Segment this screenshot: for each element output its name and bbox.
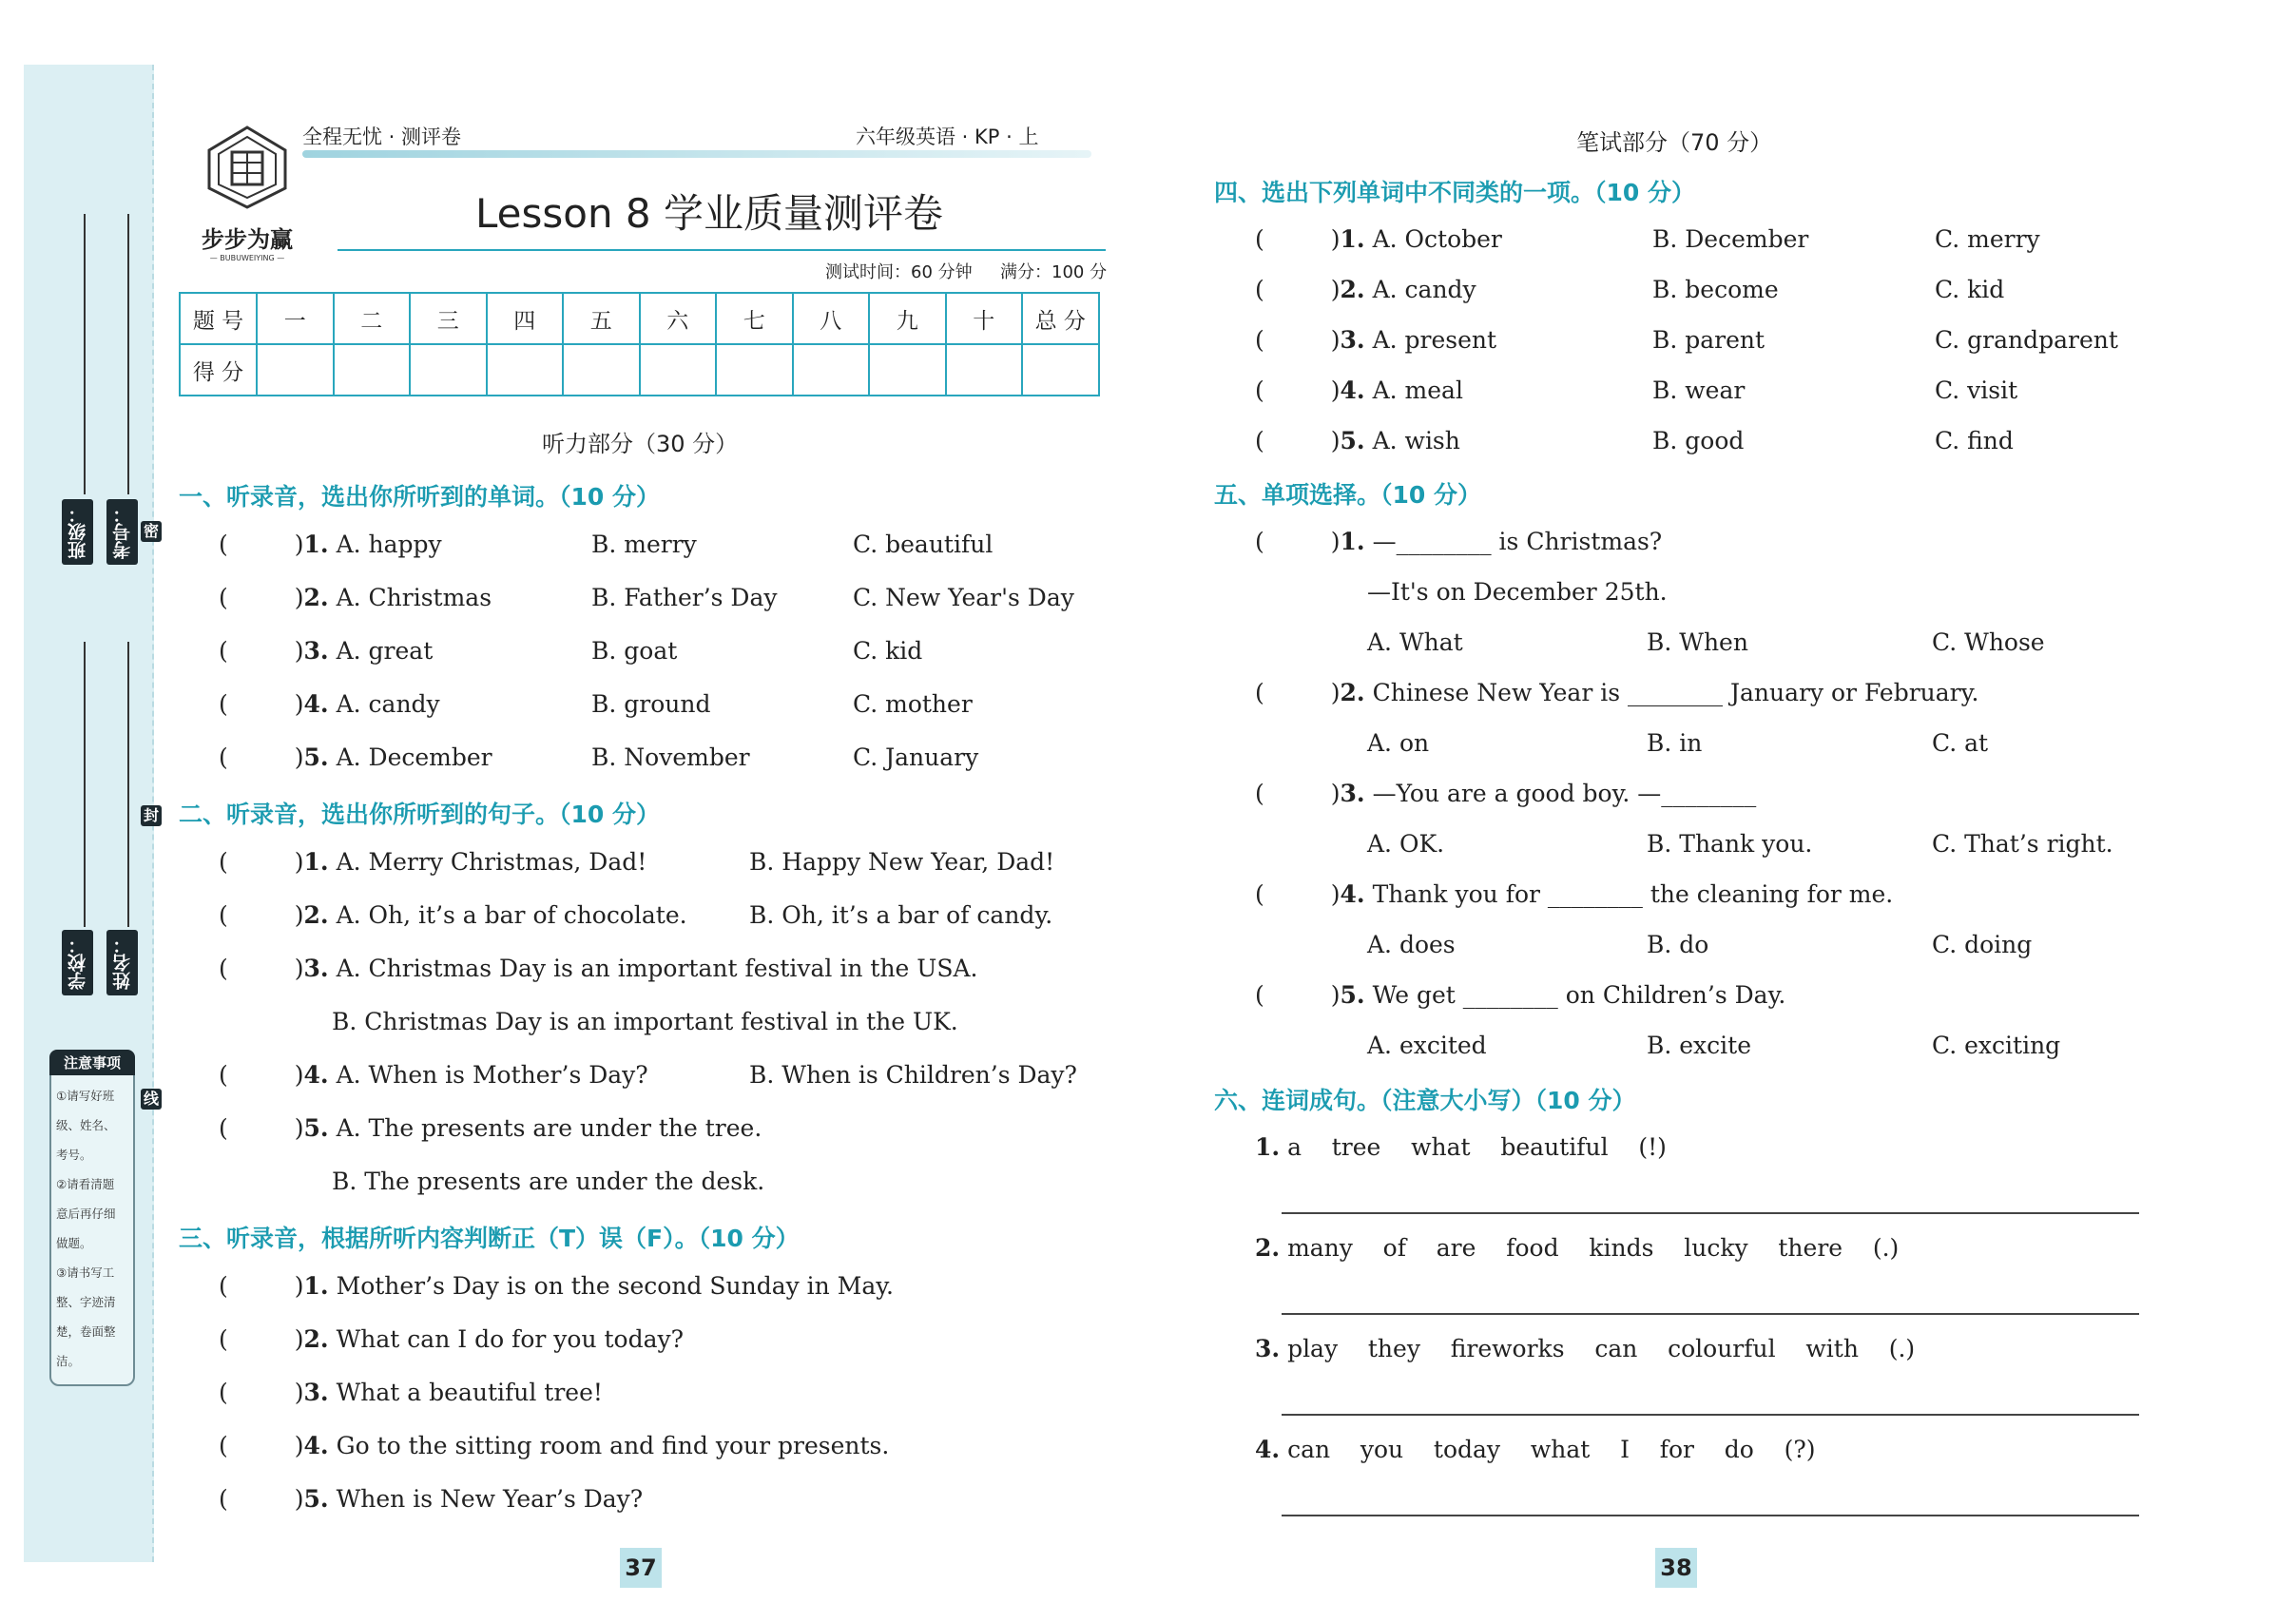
option-c: C. find: [1935, 427, 2014, 454]
section-5-item-1: ( )1. —________ is Christmas?: [1255, 528, 1663, 555]
seal-char-mi: 密: [141, 521, 162, 542]
score-table-score-row: [180, 344, 1099, 396]
note-line: ③请书写工: [56, 1265, 115, 1280]
class-label: 班级：: [62, 499, 93, 565]
score-col: 九: [869, 293, 946, 344]
section-4-item-1: ( )1. A. October: [1255, 225, 1502, 253]
section-6-title: 六、连词成句。（注意大小写）（10 分）: [1214, 1087, 1636, 1114]
school-line: [84, 642, 86, 927]
option-b: B. Christmas Day is an important festival in the UK.: [332, 1008, 958, 1035]
score-col: 三: [410, 293, 487, 344]
option-b: B. good: [1652, 427, 1745, 454]
option-b: B. parent: [1652, 326, 1765, 354]
page-number-right: 38: [1655, 1548, 1697, 1588]
option-b: B. in: [1647, 729, 1703, 757]
name-line: [127, 642, 129, 927]
section-4-item-3: ( )3. A. present: [1255, 326, 1497, 354]
section-2-item-2: ( )2. A. Oh, it’s a bar of chocolate.: [219, 901, 687, 929]
section-3-item-5: ( )5. When is New Year’s Day?: [219, 1485, 644, 1513]
option-c: C. visit: [1935, 377, 2018, 404]
section-2-item-4: ( )4. A. When is Mother’s Day?: [219, 1061, 648, 1089]
score-row-label: 得 分: [180, 344, 257, 396]
exam-no-label: 考号：: [106, 499, 138, 565]
section-3-item-2: ( )2. What can I do for you today?: [219, 1325, 685, 1353]
option-a: A. OK.: [1367, 830, 1445, 858]
score-col: 总 分: [1022, 293, 1099, 344]
score-cell[interactable]: [869, 344, 946, 396]
series-label: 全程无忧 · 测评卷: [302, 126, 462, 148]
writing-title: 笔试部分（70 分）: [1576, 129, 1773, 156]
option-c: C. kid: [853, 637, 923, 665]
score-col: 一: [257, 293, 334, 344]
school-label: 学校：: [62, 930, 93, 995]
option-a: A. excited: [1367, 1032, 1487, 1059]
option-a: A. What: [1367, 628, 1463, 656]
logo-subtext: — BUBUWEIYING —: [209, 254, 285, 262]
section-4-item-4: ( )4. A. meal: [1255, 377, 1463, 404]
option-a: A. on: [1367, 729, 1430, 757]
answer-line[interactable]: [1282, 1515, 2139, 1516]
option-b: B. When is Children’s Day?: [749, 1061, 1077, 1089]
section-6-item-4: 4. can you today what I for do (?): [1255, 1436, 1816, 1463]
note-line: 整、字迹清: [56, 1295, 116, 1309]
section-3-title: 三、听录音，根据所听内容判断正（T）误（F）。（10 分）: [179, 1225, 800, 1252]
section-2-item-5: ( )5. A. The presents are under the tree.: [219, 1114, 762, 1142]
section-5-title: 五、单项选择。（10 分）: [1214, 481, 1481, 509]
notes-title: 注意事项: [49, 1050, 135, 1075]
score-cell[interactable]: [334, 344, 411, 396]
option-b: B. Father’s Day: [591, 584, 778, 611]
logo-text: 步步为赢: [202, 226, 293, 253]
section-1-item-3: ( )3. A. great: [219, 637, 434, 665]
option-b: B. merry: [591, 531, 697, 558]
section-5-item-5: ( )5. We get ________ on Children’s Day.: [1255, 981, 1786, 1009]
score-table-header-row: [180, 293, 1099, 344]
option-b: B. excite: [1647, 1032, 1751, 1059]
section-6-item-2: 2. many of are food kinds lucky there (.): [1255, 1234, 1900, 1262]
section-6-item-3: 3. play they fireworks can colourful with (.): [1255, 1335, 1916, 1362]
answer-line[interactable]: [1282, 1414, 2139, 1416]
score-cell[interactable]: [793, 344, 870, 396]
name-label: 姓名：: [106, 930, 138, 995]
note-line: 洁。: [56, 1354, 81, 1368]
header-bar: [302, 150, 1091, 158]
section-1-item-2: ( )2. A. Christmas: [219, 584, 492, 611]
seal-char-feng: 封: [141, 805, 162, 826]
notes-box: [49, 1050, 135, 1386]
section-2-title: 二、听录音，选出你所听到的句子。（10 分）: [179, 801, 660, 828]
score-col: 八: [793, 293, 870, 344]
option-c: C. kid: [1935, 276, 2005, 303]
section-3-item-1: ( )1. Mother’s Day is on the second Sunday in May.: [219, 1272, 894, 1300]
section-6-item-1: 1. a tree what beautiful (!): [1255, 1133, 1667, 1161]
score-info: 满分：100 分: [1000, 262, 1108, 282]
option-c: C. mother: [853, 690, 973, 718]
answer-line[interactable]: [1282, 1313, 2139, 1315]
answer-line[interactable]: [1282, 1212, 2139, 1214]
note-line: 级、姓名、: [56, 1118, 116, 1132]
section-2-item-3: ( )3. A. Christmas Day is an important festival in the USA.: [219, 955, 978, 982]
option-c: C. New Year's Day: [853, 584, 1074, 611]
option-c: C. Whose: [1932, 628, 2045, 656]
section-1-title: 一、听录音，选出你所听到的单词。（10 分）: [179, 483, 660, 511]
section-5-item-4: ( )4. Thank you for ________ the cleaning for me.: [1255, 880, 1894, 908]
dialogue-response: —It's on December 25th.: [1367, 578, 1668, 606]
title-underline: [338, 249, 1106, 251]
option-b: B. become: [1652, 276, 1779, 303]
score-cell[interactable]: [1022, 344, 1099, 396]
score-cell[interactable]: [716, 344, 793, 396]
option-b: B. Oh, it’s a bar of candy.: [749, 901, 1053, 929]
class-line: [84, 214, 86, 494]
note-line: ①请写好班: [56, 1089, 115, 1103]
option-b: B. ground: [591, 690, 711, 718]
option-b: B. The presents are under the desk.: [332, 1168, 765, 1195]
score-cell[interactable]: [257, 344, 334, 396]
section-5-item-3: ( )3. —You are a good boy. —________: [1255, 780, 1757, 807]
option-c: C. beautiful: [853, 531, 994, 558]
section-4-item-2: ( )2. A. candy: [1255, 276, 1476, 303]
section-3-item-4: ( )4. Go to the sitting room and find your presents.: [219, 1432, 890, 1459]
score-col: 六: [640, 293, 717, 344]
option-b: B. do: [1647, 931, 1709, 958]
logo-emblem-icon: [190, 124, 304, 209]
note-line: 楚，卷面整: [56, 1324, 116, 1339]
section-3-item-3: ( )3. What a beautiful tree!: [219, 1379, 603, 1406]
score-cell[interactable]: [563, 344, 640, 396]
option-b: B. goat: [591, 637, 678, 665]
score-row-label: 题 号: [180, 293, 257, 344]
option-c: C. grandparent: [1935, 326, 2118, 354]
option-b: B. Thank you.: [1647, 830, 1813, 858]
option-b: B. Happy New Year, Dad!: [749, 848, 1055, 876]
section-5-item-2: ( )2. Chinese New Year is ________ January or February.: [1255, 679, 1979, 706]
score-cell[interactable]: [640, 344, 717, 396]
seal-char-xian: 线: [141, 1089, 162, 1110]
time-info: 测试时间：60 分钟: [825, 262, 973, 282]
score-col: 十: [946, 293, 1023, 344]
brand-logo: [190, 124, 304, 262]
option-b: B. November: [591, 743, 750, 771]
score-cell[interactable]: [410, 344, 487, 396]
score-col: 四: [487, 293, 564, 344]
score-cell[interactable]: [487, 344, 564, 396]
score-col: 五: [563, 293, 640, 344]
section-4-title: 四、选出下列单词中不同类的一项。（10 分）: [1214, 179, 1695, 206]
option-b: B. December: [1652, 225, 1809, 253]
score-col: 二: [334, 293, 411, 344]
page-number-left: 37: [620, 1548, 662, 1588]
grade-label: 六年级英语 · KP · 上: [856, 126, 1039, 148]
note-line: ②请看清题: [56, 1177, 115, 1191]
option-c: C. doing: [1932, 931, 2033, 958]
option-c: C. That’s right.: [1932, 830, 2113, 858]
section-1-item-4: ( )4. A. candy: [219, 690, 440, 718]
section-1-item-5: ( )5. A. December: [219, 743, 492, 771]
section-1-item-1: ( )1. A. happy: [219, 531, 442, 558]
section-4-item-5: ( )5. A. wish: [1255, 427, 1460, 454]
note-line: 考号。: [56, 1148, 92, 1162]
option-c: C. January: [853, 743, 979, 771]
note-line: 做题。: [56, 1236, 92, 1250]
option-c: C. merry: [1935, 225, 2040, 253]
exam-no-line: [127, 214, 129, 494]
score-table: [179, 292, 1100, 396]
option-a: A. does: [1367, 931, 1456, 958]
page-title: Lesson 8 学业质量测评卷: [475, 190, 944, 237]
option-c: C. at: [1932, 729, 1989, 757]
listening-title: 听力部分（30 分）: [542, 431, 739, 457]
note-line: 意后再仔细: [56, 1207, 116, 1221]
option-b: B. When: [1647, 628, 1748, 656]
section-2-item-1: ( )1. A. Merry Christmas, Dad!: [219, 848, 647, 876]
score-cell[interactable]: [946, 344, 1023, 396]
option-b: B. wear: [1652, 377, 1746, 404]
option-c: C. exciting: [1932, 1032, 2061, 1059]
score-col: 七: [716, 293, 793, 344]
